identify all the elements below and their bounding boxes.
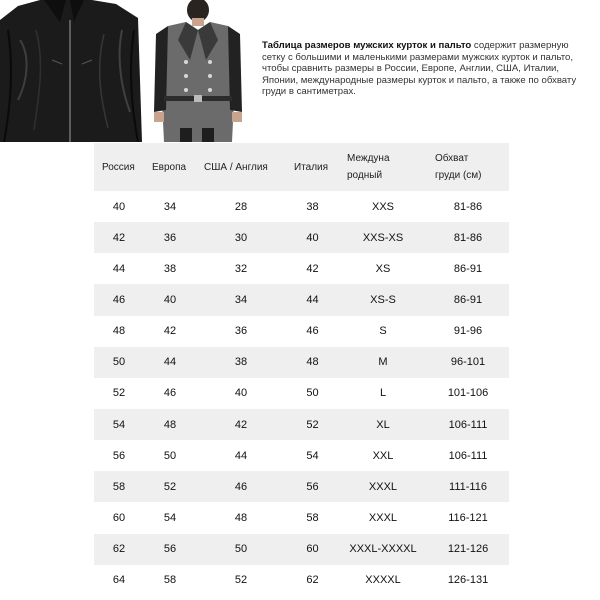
cell-international: M [378, 356, 388, 369]
size-chart-table [94, 143, 509, 596]
cell-italy: 58 [306, 511, 319, 524]
cell-international: XXXL [368, 511, 398, 524]
cell-russia: 58 [112, 480, 126, 493]
cell-russia: 42 [112, 231, 126, 244]
table-body [94, 191, 509, 596]
cell-italy: 42 [306, 262, 319, 275]
header-line: Европа [152, 161, 187, 173]
cell-europe: 48 [163, 418, 177, 431]
cell-international: XS [375, 262, 391, 275]
cell-international: XXXXL [365, 574, 401, 587]
table-row [94, 565, 509, 596]
cell-italy: 50 [306, 387, 319, 400]
header-line: Россия [102, 161, 135, 173]
table-row [94, 471, 509, 502]
cell-chest-girth: 101-106 [447, 387, 489, 400]
cell-europe: 56 [163, 543, 177, 556]
cell-europe: 54 [163, 511, 177, 524]
cell-chest-girth: 111-116 [449, 480, 487, 493]
table-header-row [94, 143, 509, 191]
cell-italy: 62 [306, 574, 319, 587]
cell-usa-uk: 48 [234, 511, 248, 524]
table-row [94, 347, 509, 378]
cell-europe: 34 [163, 200, 177, 213]
header-line: Италия [294, 161, 329, 173]
cell-russia: 50 [112, 356, 126, 369]
cell-international: XXXL [368, 480, 398, 493]
cell-europe: 58 [163, 574, 177, 587]
cell-italy: 44 [306, 293, 319, 306]
cell-italy: 60 [306, 543, 319, 556]
cell-italy: 52 [306, 418, 319, 431]
table-row [94, 502, 509, 533]
header-international [339, 143, 427, 191]
cell-russia: 60 [112, 511, 126, 524]
leather-jacket-photo [0, 0, 142, 142]
cell-international: XXS-XS [362, 231, 404, 244]
cell-europe: 52 [163, 480, 177, 493]
cell-chest-girth: 116-121 [448, 511, 488, 524]
cell-usa-uk: 52 [234, 574, 248, 587]
cell-russia: 46 [112, 293, 126, 306]
intro-text: содержит размерную сетку с большими и маленькими размерами мужских курток и пальто, чтобы сравнить размеры в России, Европе, Англии, США, Италии, Японии, международные размеры курток и пальто, а также по обхвату груди в сантиметрах. [262, 40, 577, 98]
header-chest-girth [427, 143, 509, 191]
cell-international: L [379, 387, 387, 400]
cell-russia: 48 [112, 325, 126, 338]
cell-italy: 46 [306, 325, 319, 338]
cell-italy: 54 [306, 449, 319, 462]
cell-chest-girth: 81-86 [453, 200, 483, 213]
cell-usa-uk: 28 [234, 200, 248, 213]
header-europe [144, 143, 196, 191]
cell-europe: 40 [163, 293, 177, 306]
cell-chest-girth: 106-111 [448, 418, 488, 431]
cell-usa-uk: 40 [234, 387, 248, 400]
cell-usa-uk: 38 [234, 356, 248, 369]
cell-usa-uk: 34 [234, 293, 248, 306]
header-line: Обхват [435, 153, 469, 164]
cell-international: XXXL-XXXXL [349, 543, 417, 556]
cell-europe: 36 [163, 231, 177, 244]
cell-usa-uk: 44 [234, 449, 248, 462]
table-row [94, 316, 509, 347]
cell-russia: 52 [112, 387, 126, 400]
intro-title: Таблица размеров мужских курток и пальто [262, 40, 472, 51]
table-row [94, 440, 509, 471]
cell-europe: 42 [163, 325, 177, 338]
cell-europe: 46 [163, 387, 177, 400]
cell-usa-uk: 32 [234, 262, 248, 275]
cell-international: XL [376, 418, 390, 431]
cell-usa-uk: 42 [234, 418, 248, 431]
cell-chest-girth: 86-91 [453, 293, 483, 306]
intro-paragraph [262, 40, 592, 98]
cell-europe: 44 [163, 356, 177, 369]
cell-international: S [379, 325, 387, 338]
cell-russia: 64 [112, 574, 126, 587]
cell-italy: 38 [306, 200, 319, 213]
cell-italy: 40 [306, 231, 319, 244]
cell-chest-girth: 121-126 [447, 543, 489, 556]
table-row [94, 222, 509, 253]
cell-italy: 56 [306, 480, 319, 493]
cell-italy: 48 [306, 356, 319, 369]
header-line: груди (см) [435, 170, 482, 181]
cell-russia: 56 [112, 449, 126, 462]
table-row [94, 191, 509, 222]
grey-coat-photo [146, 0, 248, 142]
cell-europe: 38 [163, 262, 177, 275]
header-line: родный [347, 170, 383, 181]
cell-usa-uk: 30 [234, 231, 248, 244]
cell-chest-girth: 96-101 [450, 356, 486, 369]
table-row [94, 534, 509, 565]
cell-russia: 44 [112, 262, 126, 275]
cell-russia: 40 [112, 200, 126, 213]
cell-international: XXL [372, 449, 394, 462]
cell-usa-uk: 36 [234, 325, 248, 338]
cell-chest-girth: 106-111 [448, 449, 488, 462]
table-row [94, 409, 509, 440]
cell-usa-uk: 46 [234, 480, 248, 493]
cell-chest-girth: 126-131 [447, 574, 489, 587]
table-row [94, 284, 509, 315]
cell-chest-girth: 91-96 [453, 325, 483, 338]
cell-europe: 50 [163, 449, 177, 462]
table-row [94, 378, 509, 409]
cell-international: XS-S [370, 293, 396, 306]
header-line: США / Англия [204, 161, 268, 173]
header-russia [94, 143, 144, 191]
header-usa-uk [196, 143, 286, 191]
header-italy [286, 143, 339, 191]
header-line: Междуна [347, 153, 390, 164]
table-row [94, 253, 509, 284]
cell-chest-girth: 86-91 [453, 262, 483, 275]
cell-international: XXS [371, 200, 394, 213]
cell-russia: 54 [112, 418, 126, 431]
cell-russia: 62 [112, 543, 126, 556]
cell-usa-uk: 50 [234, 543, 248, 556]
cell-chest-girth: 81-86 [453, 231, 483, 244]
